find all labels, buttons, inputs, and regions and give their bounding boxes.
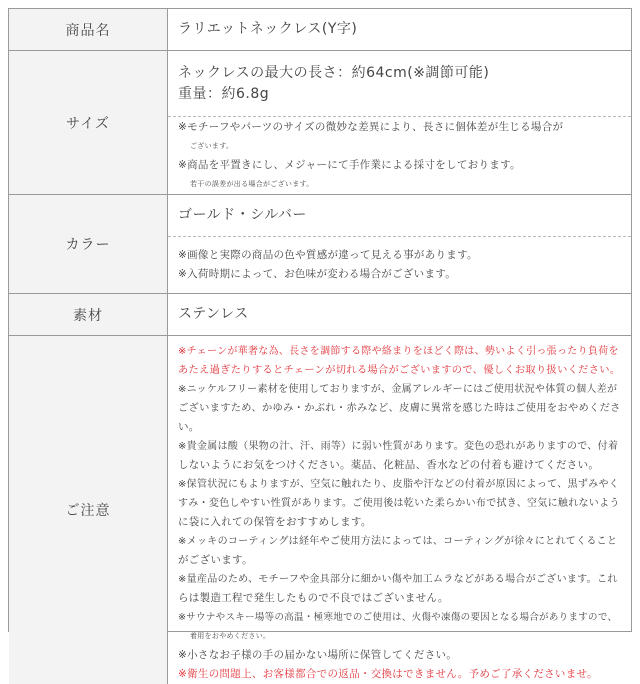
product-spec-table xyxy=(8,8,632,680)
product-name-cell xyxy=(168,9,631,51)
caution-note: がございます。 xyxy=(178,554,253,566)
caution-note: ※サウナやスキー場等の高温・極寒地でのご使用は、火傷や凍傷の要因となる場合がありますので、 xyxy=(178,612,618,623)
material-value: ステンレス xyxy=(178,306,249,322)
caution-note: ※ニッケルフリー素材を使用しておりますが、金属アレルギーにはご使用状況や体質の個人差が xyxy=(178,384,618,395)
caution-label: ご注意 xyxy=(9,336,168,684)
color-notes-cell xyxy=(168,237,631,294)
caution-note-warning: ※チェーンが華奢な為、長さを調節する際や絡まりをほどく際は、勢いよく引っ張ったり負荷を xyxy=(178,346,619,357)
caution-note: 着用をおやめください。 xyxy=(190,632,271,640)
caution-note: ※メッキのコーティングは経年やご使用方法によっては、コーティングが徐々にとれてくること xyxy=(178,536,618,547)
caution-note: ございますため、かゆみ・かぶれ・赤みなど、皮膚に異常を感じた時はご使用をおやめくださ xyxy=(178,402,621,414)
size-notes-cell xyxy=(168,117,631,195)
caution-note: しないようにお気をつけください。薬品、化粧品、香水などの付着も避けてください。 xyxy=(178,459,600,471)
caution-note: ※保管状況にもよりますが、空気に触れたり、皮脂や汗などの付着が原因によって、黒ずみやく xyxy=(178,479,620,490)
caution-note: らは製造工程で発生したもので不良ではございません。 xyxy=(178,592,449,604)
material-label: 素材 xyxy=(9,294,168,336)
size-note: ※モチーフやパーツのサイズの微妙な差異により、長さに個体差が生じる場合が xyxy=(178,120,564,133)
color-main-cell xyxy=(168,195,631,237)
size-note: ※商品を平置きにし、メジャーにて手作業による採寸をしております。 xyxy=(178,158,521,171)
color-note: ※画像と実際の商品の色や質感が違って見える事があります。 xyxy=(178,249,478,261)
caution-note-warning: ※衛生の問題上、お客様都合での返品・交換はできません。予めご了承くださいませ。 xyxy=(178,668,598,680)
caution-note: ※量産品のため、モチーフや金具部分に細かい傷や加工ムラなどがある場合がございます。これ xyxy=(178,574,618,585)
color-value: ゴールド・シルバー xyxy=(178,207,307,223)
size-weight: 重量：約6.8g xyxy=(178,85,270,102)
product-name-label: 商品名 xyxy=(9,9,168,51)
size-main-cell xyxy=(168,51,631,117)
color-label: カラー xyxy=(9,195,168,294)
material-cell xyxy=(168,294,631,336)
caution-note: ※貴金属は酸（果物の汁、汗、雨等）に弱い性質があります。変色の恐れがありますので、付着 xyxy=(178,441,619,452)
size-note: ございます。 xyxy=(190,141,234,150)
product-name-value: ラリエットネックレス(Y字) xyxy=(178,21,358,37)
size-label: サイズ xyxy=(9,51,168,195)
size-note: 若干の誤差が出る場合がございます。 xyxy=(190,179,314,188)
size-length: ネックレスの最大の長さ：約64cm(※調節可能) xyxy=(178,64,490,81)
caution-note: に袋に入れての保管をおすすめします。 xyxy=(178,516,372,528)
caution-note: ※小さなお子様の手の届かない場所に保管してください。 xyxy=(178,649,458,661)
caution-cell xyxy=(168,336,631,684)
caution-note-warning: あたえ過ぎたりするとチェーンが切れる場合がございますので、優しくお取り扱いください。 xyxy=(178,364,621,376)
color-note: ※入荷時期によって、お色味が変わる場合がございます。 xyxy=(178,268,457,280)
caution-note: い。 xyxy=(178,421,200,433)
caution-note: すみ・変色しやすい性質があります。ご使用後は乾いた柔らかい布で拭き、空気に触れないよう xyxy=(178,498,620,509)
